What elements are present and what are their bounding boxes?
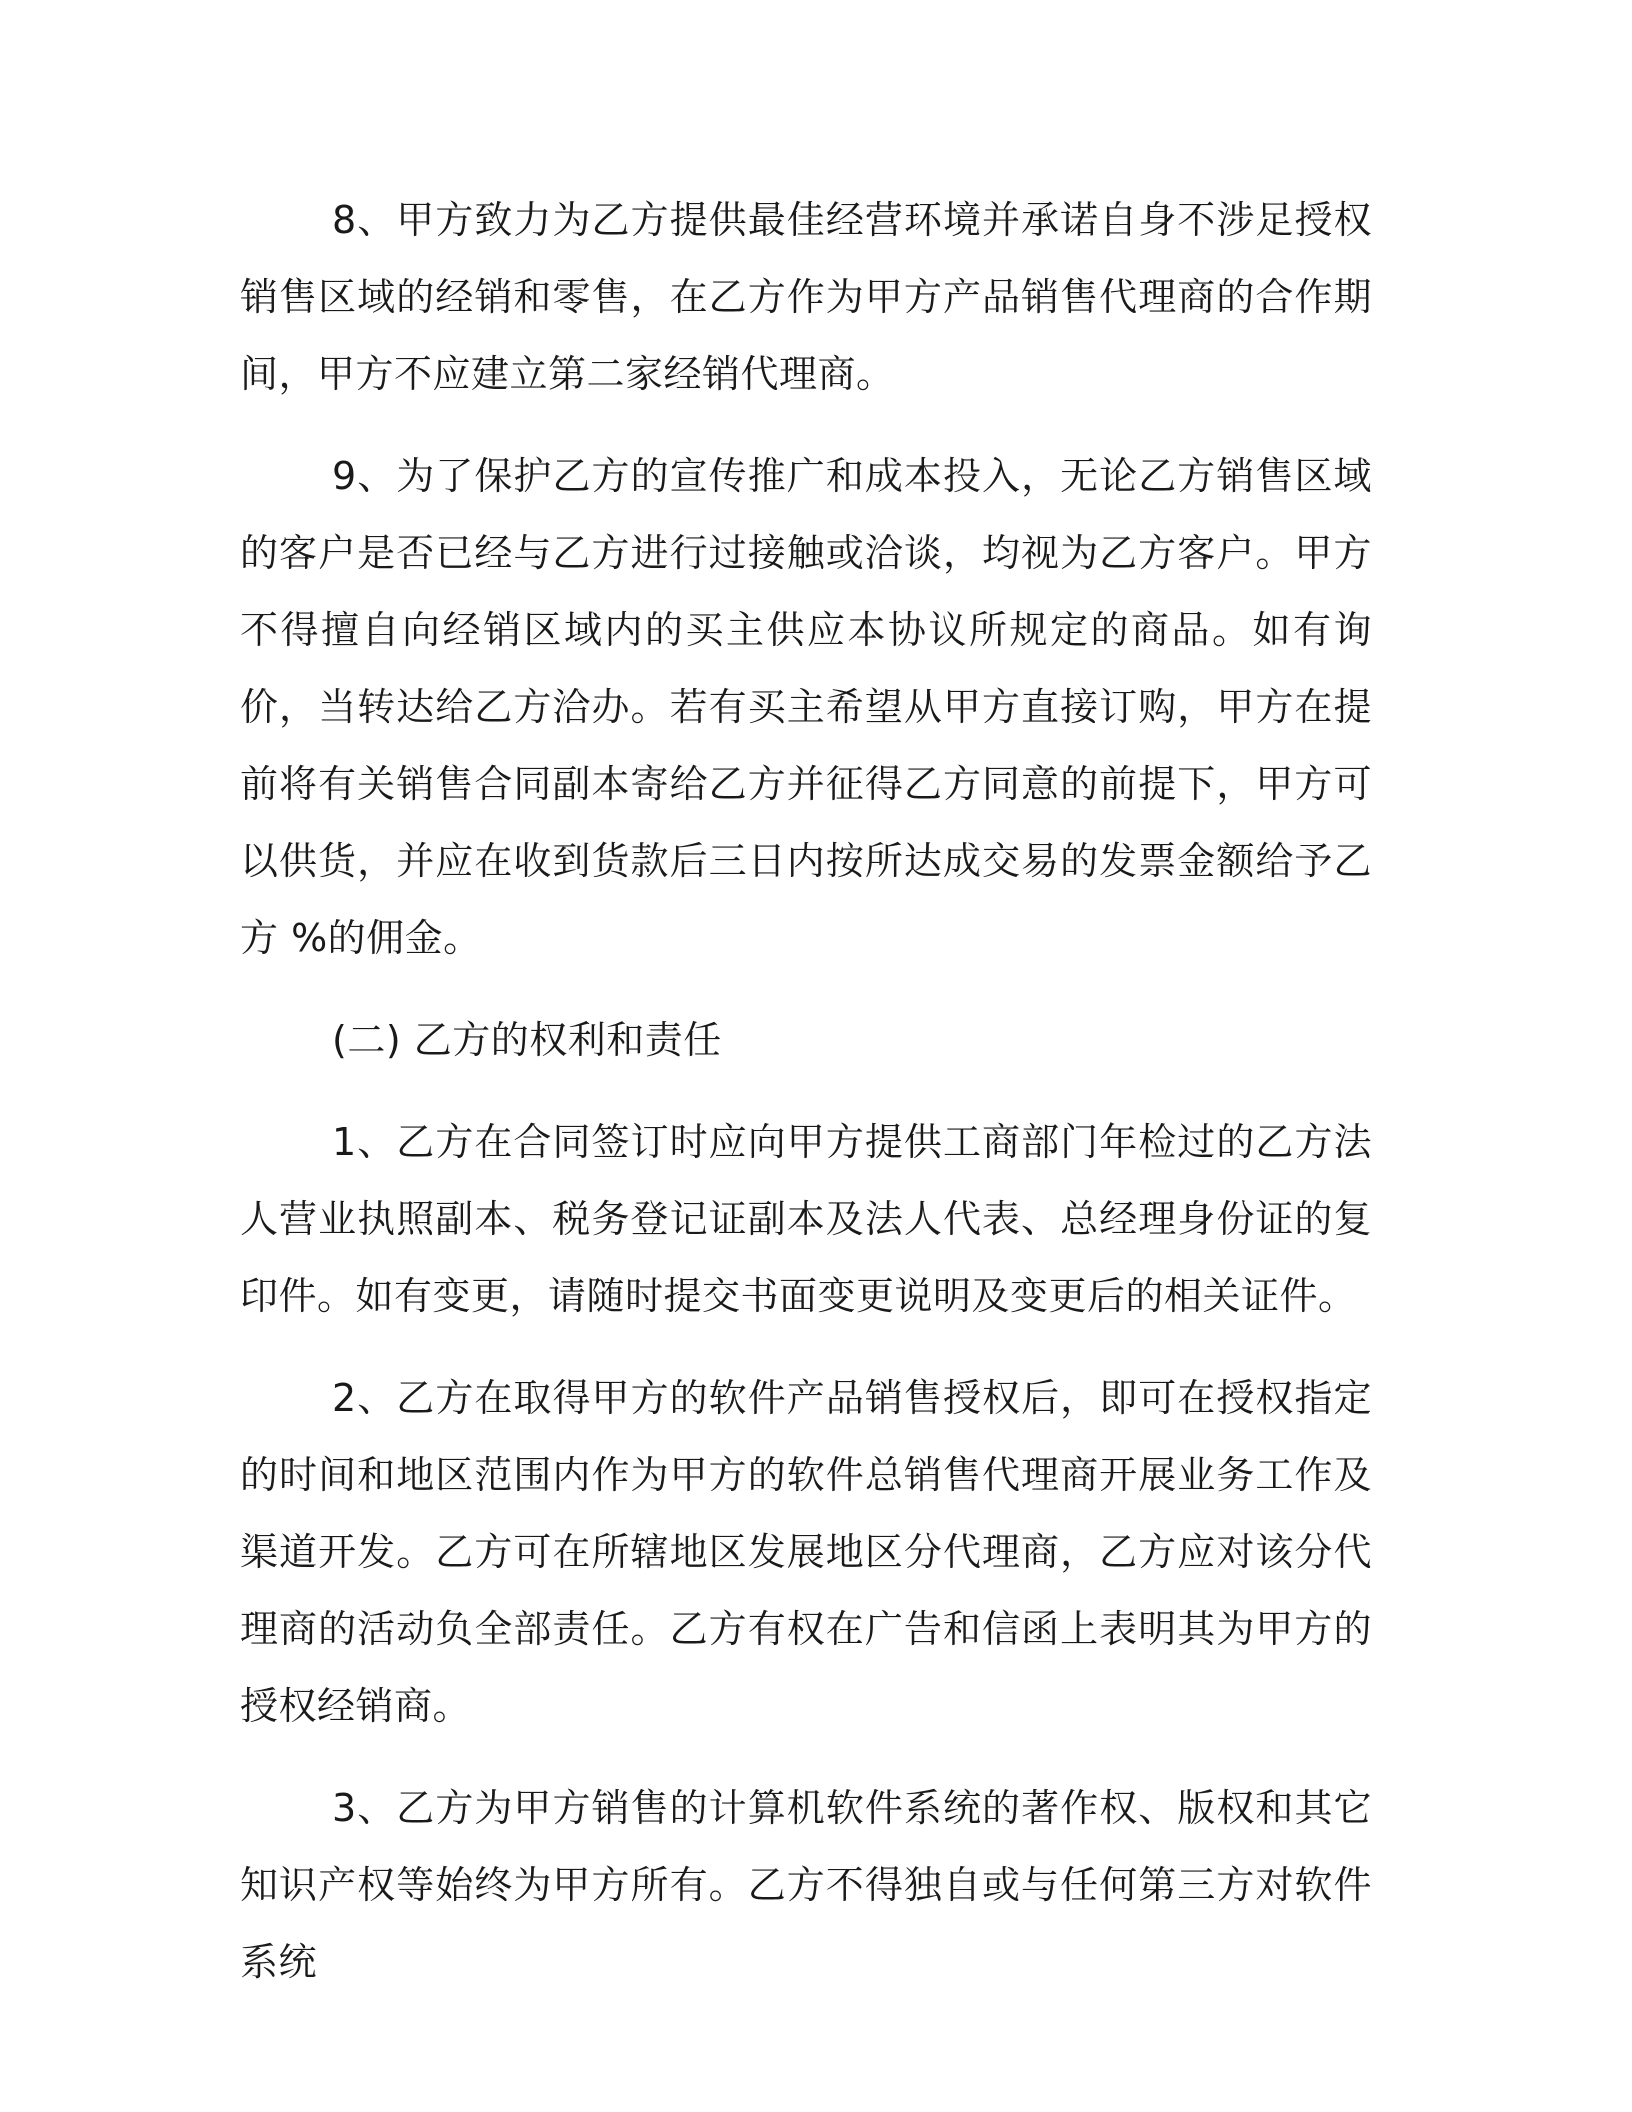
clause-9-paragraph: 9、为了保护乙方的宣传推广和成本投入，无论乙方销售区域的客户是否已经与乙方进行过接触或洽谈，均视为乙方客户。甲方不得擅自向经销区域内的买主供应本协议所规定的商品。如有询价，当转达给乙方洽办。若有买主希望从甲方直接订购，甲方在提前将有关销售合同副本寄给乙方并征得乙方同意的前提下，甲方可以供货，并应在收到货款后三日内按所达成交易的发票金额给予乙方 %的佣金。 (240, 454, 1372, 960)
party-b-clause-3-paragraph: 3、乙方为甲方销售的计算机软件系统的著作权、版权和其它知识产权等始终为甲方所有。乙方不得独自或与任何第三方对软件系统 (240, 1786, 1372, 1984)
party-b-clause-2-paragraph: 2、乙方在取得甲方的软件产品销售授权后，即可在授权指定的时间和地区范围内作为甲方的软件总销售代理商开展业务工作及渠道开发。乙方可在所辖地区发展地区分代理商，乙方应对该分代理商的活动负全部责任。乙方有权在广告和信函上表明其为甲方的授权经销商。 (240, 1376, 1372, 1728)
section-heading-party-b: (二) 乙方的权利和责任 (332, 1018, 722, 1062)
clause-8-paragraph: 8、甲方致力为乙方提供最佳经营环境并承诺自身不涉足授权销售区域的经销和零售，在乙方作为甲方产品销售代理商的合作期间，甲方不应建立第二家经销代理商。 (240, 198, 1372, 396)
document-body (240, 182, 1372, 2026)
party-b-clause-1-paragraph: 1、乙方在合同签订时应向甲方提供工商部门年检过的乙方法人营业执照副本、税务登记证副本及法人代表、总经理身份证的复印件。如有变更，请随时提交书面变更说明及变更后的相关证件。 (240, 1120, 1372, 1318)
